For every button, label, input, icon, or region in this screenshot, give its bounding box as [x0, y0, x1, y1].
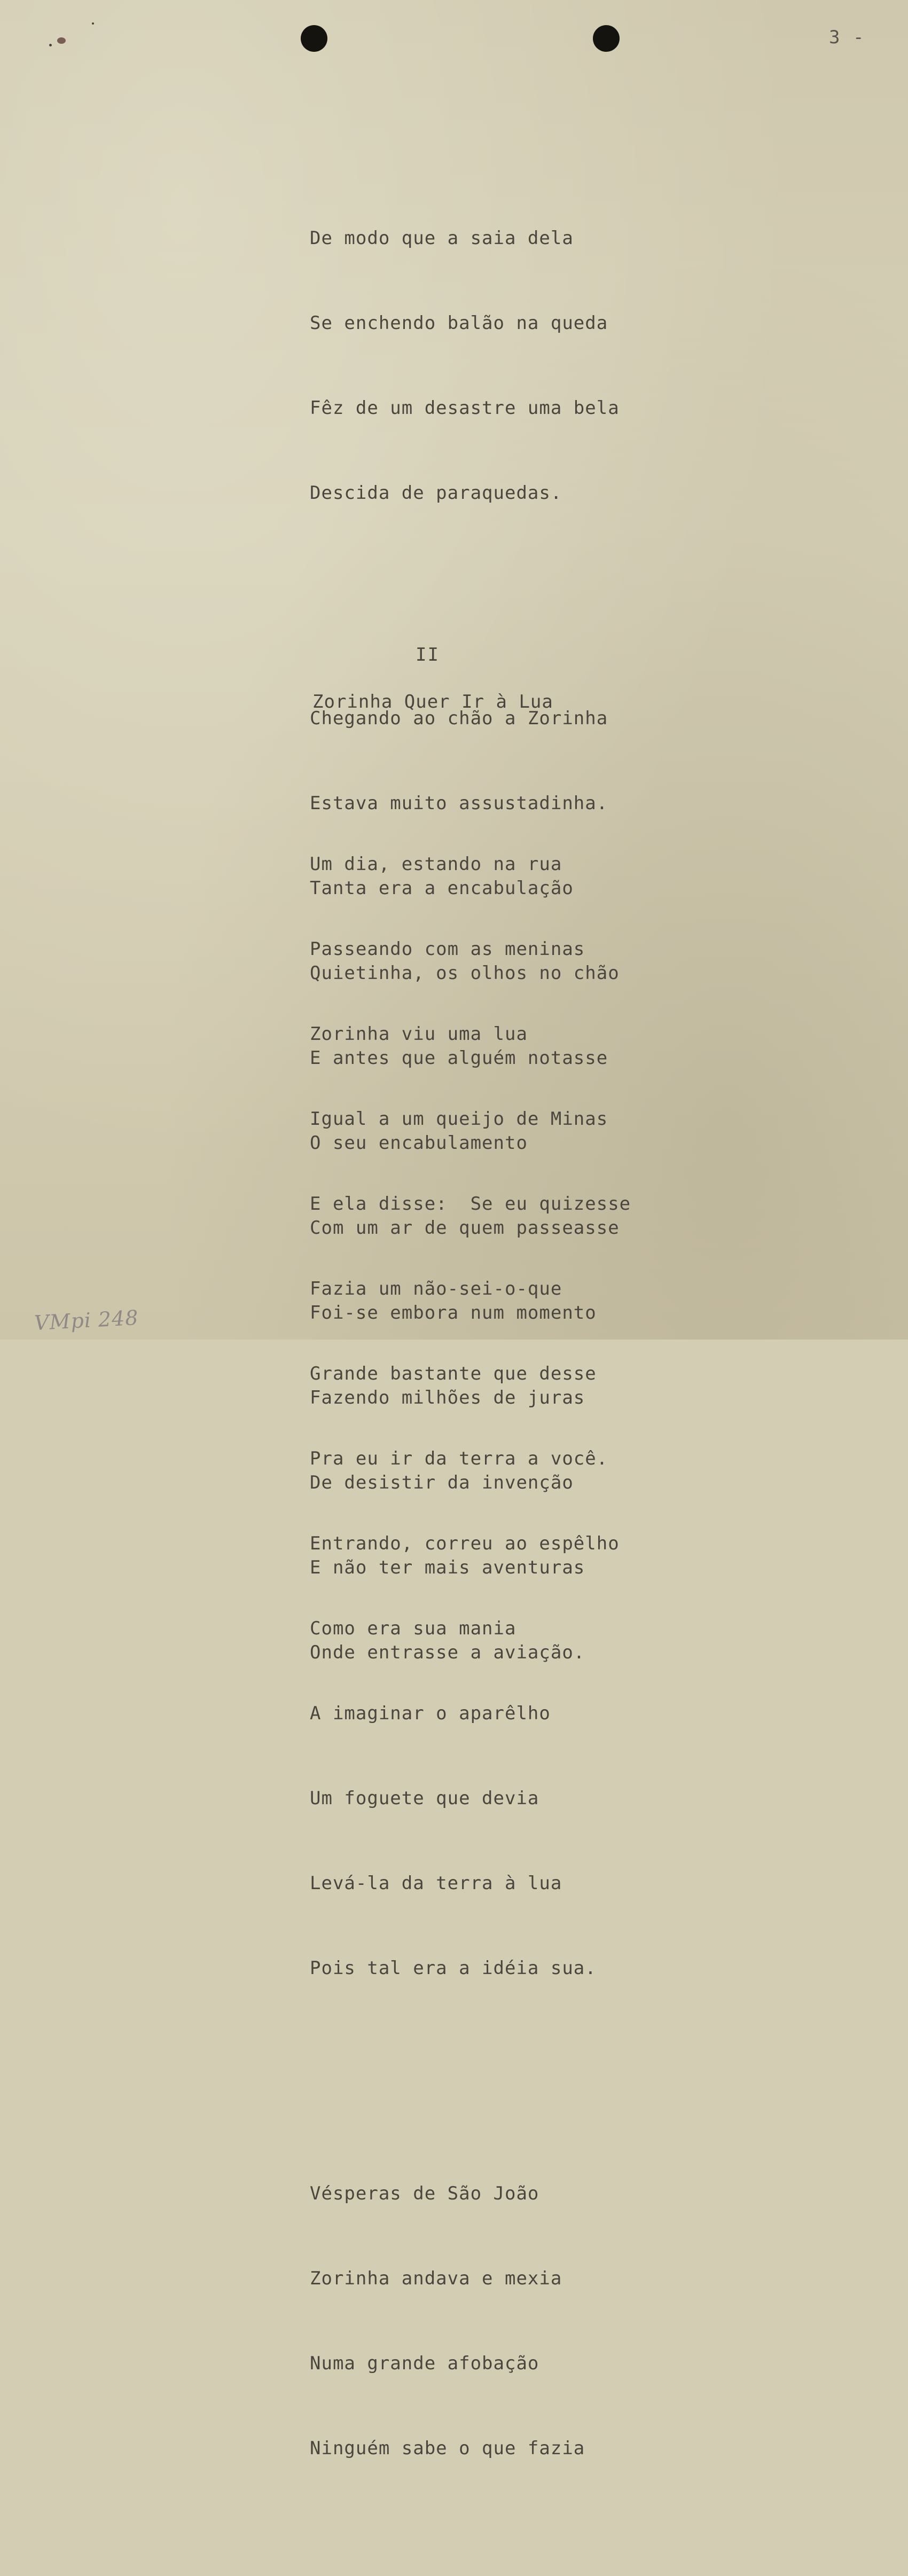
poem-line: A imaginar o aparêlho — [310, 1703, 551, 1724]
poem-line: Onde entrasse a aviação. — [310, 1642, 585, 1663]
poem-line: Fazia um não-sei-o-que — [310, 1278, 562, 1299]
poem-line: Um foguete que devia — [310, 1788, 539, 1809]
poem-line: Vésperas de São João — [310, 2183, 539, 2204]
stanza — [310, 2123, 844, 2519]
poem-line: Ninguém sabe o que fazia — [310, 2438, 585, 2459]
page-number: 3 - — [829, 27, 865, 48]
poem-line: Chegando ao chão a Zorinha — [310, 708, 608, 729]
poem-line: Zorinha andava e mexia — [310, 2268, 562, 2289]
binder-hole-right — [593, 25, 620, 52]
poem-part-two — [310, 737, 844, 2576]
poem-line: Tanta era a encabulação — [310, 878, 574, 899]
stanza — [310, 794, 844, 2039]
poem-line: De desistir da invenção — [310, 1472, 574, 1493]
poem-line: E não ter mais aventuras — [310, 1557, 585, 1578]
ink-speck — [49, 44, 52, 46]
poem-line: Estava muito assustadinha. — [310, 793, 608, 814]
section-number: II — [416, 644, 440, 665]
poem-line: Fêz de um desastre uma bela — [310, 397, 620, 419]
poem-line: Grande bastante que desse — [310, 1363, 597, 1384]
poem-line: E antes que alguém notasse — [310, 1047, 608, 1069]
poem-line: Como era sua mania — [310, 1618, 516, 1639]
poem-line: Pra eu ir da terra a você. — [310, 1448, 608, 1469]
ink-speck — [92, 22, 94, 25]
poem-line: De modo que a saia dela — [310, 228, 574, 249]
poem-line: Com um ar de quem passeasse — [310, 1217, 620, 1239]
binder-hole-left — [301, 25, 327, 52]
handwritten-archive-note: VMpi 248 — [33, 1305, 139, 1335]
stanza — [310, 168, 844, 564]
poem-line: Levá-la da terra à lua — [310, 1873, 562, 1894]
poem-line: Passeando com as meninas — [310, 938, 585, 960]
poem-line: Pois tal era a idéia sua. — [310, 1958, 597, 1979]
section-title: Zorinha Quer Ir à Lua — [312, 691, 553, 712]
poem-line: Fazendo milhões de juras — [310, 1387, 585, 1408]
poem-line: Zorinha viu uma lua — [310, 1023, 528, 1045]
ink-stain — [57, 37, 66, 44]
poem-line: Descida de paraquedas. — [310, 482, 562, 504]
poem-line: Igual a um queijo de Minas — [310, 1108, 608, 1130]
poem-line: Foi-se embora num momento — [310, 1302, 597, 1324]
poem-line: Entrando, correu ao espêlho — [310, 1533, 620, 1554]
poem-line: Um dia, estando na rua — [310, 854, 562, 875]
poem-line: E ela disse: Se eu quizesse — [310, 1193, 631, 1215]
poem-line: Se enchendo balão na queda — [310, 312, 608, 334]
poem-line: Quietinha, os olhos no chão — [310, 962, 620, 984]
poem-line: Numa grande afobação — [310, 2353, 539, 2374]
poem-line: O seu encabulamento — [310, 1132, 528, 1154]
